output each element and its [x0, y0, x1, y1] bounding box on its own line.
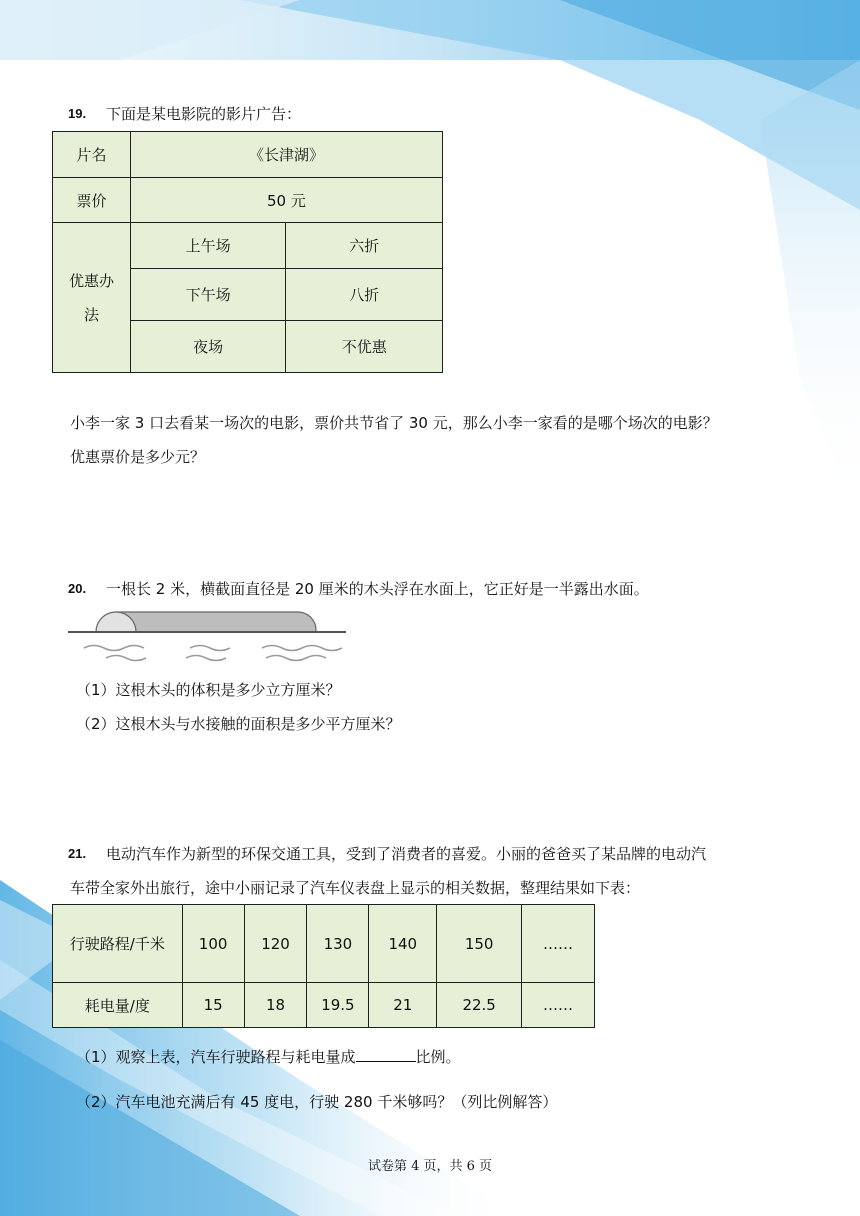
energy-cell: 21 — [369, 983, 437, 1028]
distance-cell: 100 — [182, 905, 244, 983]
log-body — [116, 612, 316, 632]
discount-cell: 不优惠 — [286, 321, 443, 373]
question-21-sub1-before: （1）观察上表，汽车行驶路程与耗电量成 — [76, 1048, 356, 1066]
price-value: 50 元 — [130, 178, 442, 223]
distance-cell: 130 — [307, 905, 369, 983]
energy-header: 耗电量/度 — [53, 983, 183, 1028]
energy-cell: 15 — [182, 983, 244, 1028]
question-21-sub1 — [76, 1046, 461, 1067]
distance-header: 行驶路程/千米 — [53, 905, 183, 983]
session-cell: 夜场 — [130, 321, 286, 373]
question-21-sub1-after: 比例。 — [415, 1048, 461, 1066]
question-21-intro-line1: 电动汽车作为新型的环保交通工具，受到了消费者的喜爱。小丽的爸爸买了某品牌的电动汽 — [106, 845, 707, 863]
question-21-number: 21. — [68, 846, 87, 861]
answer-blank[interactable] — [356, 1047, 416, 1062]
floating-log-illustration — [66, 606, 348, 668]
question-19-intro: 下面是某电影院的影片广告： — [106, 105, 302, 123]
energy-cell: 18 — [244, 983, 307, 1028]
question-20-intro: 一根长 2 米，横截面直径是 20 厘米的木头浮在水面上，它正好是一半露出水面。 — [106, 580, 649, 598]
question-19-text-line2: 优惠票价是多少元？ — [70, 448, 206, 466]
question-19-text-line1: 小李一家 3 口去看某一场次的电影，票价共节省了 30 元，那么小李一家看的是哪个场次的电影？ — [70, 414, 718, 432]
energy-cell: 19.5 — [307, 983, 369, 1028]
energy-cell: …… — [522, 983, 595, 1028]
question-20-sub2: （2）这根木头与水接触的面积是多少平方厘米？ — [76, 715, 401, 733]
movie-name-value: 《长津湖》 — [130, 132, 442, 178]
discount-label: 优惠办法 — [53, 223, 131, 373]
session-cell: 下午场 — [130, 269, 286, 321]
price-label: 票价 — [53, 178, 131, 223]
question-20-number: 20. — [68, 581, 87, 596]
question-21-intro-line2: 车带全家外出旅行，途中小丽记录了汽车仪表盘上显示的相关数据，整理结果如下表： — [70, 879, 641, 897]
ev-data-table — [52, 904, 595, 1028]
distance-cell: …… — [522, 905, 595, 983]
question-20-sub1: （1）这根木头的体积是多少立方厘米？ — [76, 681, 341, 699]
distance-cell: 120 — [244, 905, 307, 983]
discount-cell: 六折 — [286, 223, 443, 269]
distance-cell: 150 — [437, 905, 522, 983]
discount-cell: 八折 — [286, 269, 443, 321]
energy-cell: 22.5 — [437, 983, 522, 1028]
page-footer: 试卷第 4 页，共 6 页 — [367, 1159, 493, 1174]
question-21-sub2: （2）汽车电池充满后有 45 度电，行驶 280 千米够吗？（列比例解答） — [76, 1093, 558, 1111]
movie-name-label: 片名 — [53, 132, 131, 178]
distance-cell: 140 — [369, 905, 437, 983]
movie-ad-table — [52, 131, 443, 373]
session-cell: 上午场 — [130, 223, 286, 269]
water-waves — [84, 646, 342, 661]
question-19-number: 19. — [68, 106, 87, 121]
